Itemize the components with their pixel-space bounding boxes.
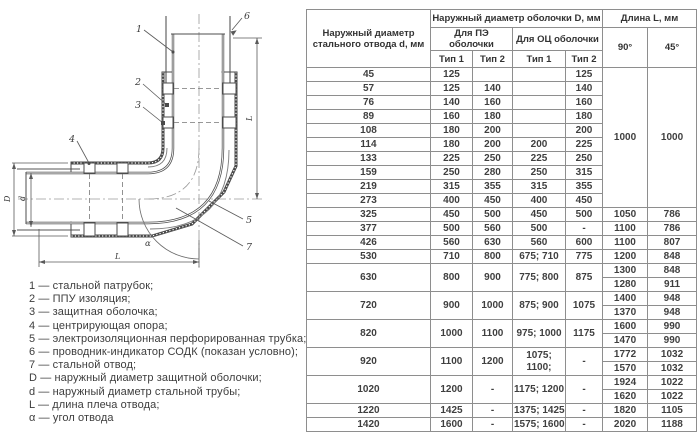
table-cell: 1105 [648, 404, 697, 418]
table-cell: 848 [648, 264, 697, 278]
table-cell: 1375; 1425 [514, 405, 565, 417]
leader-lines [77, 18, 243, 246]
table-cell: 2020 [603, 418, 648, 432]
table-cell: 450 [431, 208, 473, 222]
table-row [307, 418, 697, 432]
diagram-label-5: 5 [246, 215, 253, 226]
table-cell: 1000 [603, 68, 648, 208]
legend-item: 7 — стальной отвод; [29, 359, 137, 372]
table-cell: 1000 [648, 68, 697, 208]
table-cell: 1600 [603, 320, 648, 334]
table-cell: 450 [513, 208, 566, 222]
table-cell: 1570 [603, 362, 648, 376]
table-cell: 1022 [648, 376, 697, 390]
header-steel-diameter: Наружный диаметр стального отвода d, мм [307, 10, 431, 68]
table-cell: 500 [513, 222, 566, 236]
table-cell: 140 [473, 82, 513, 96]
table-cell: 1772 [603, 348, 648, 362]
table-cell: 1200 [431, 376, 473, 404]
dimensions-table-container [306, 9, 696, 431]
table-cell: 250 [473, 152, 513, 166]
diagram-label-alpha: α [145, 239, 151, 249]
table-cell: 315 [566, 166, 603, 180]
table-cell: 800 [473, 250, 513, 264]
table-cell: 250 [513, 166, 566, 180]
table-cell: - [566, 222, 603, 236]
table-cell: 325 [307, 208, 431, 222]
table-cell: 775; 800 [513, 264, 566, 292]
header-90deg: 90° [603, 28, 648, 68]
table-cell: 948 [648, 306, 697, 320]
table-cell: 200 [566, 124, 603, 138]
table-cell: - [566, 404, 603, 418]
table-row [307, 292, 697, 306]
table-row [307, 320, 697, 334]
table-cell: 1020 [307, 376, 431, 404]
table-cell: 848 [648, 250, 697, 264]
table-cell: 500 [566, 208, 603, 222]
table-cell: - [566, 348, 603, 376]
table-cell [513, 110, 566, 124]
protective-casing [71, 72, 238, 238]
table-cell: 114 [307, 138, 431, 152]
table-cell: 675; 710 [513, 250, 566, 264]
table-cell: 76 [307, 96, 431, 110]
table-cell: 125 [566, 68, 603, 82]
diagram-label-6: 6 [244, 11, 251, 22]
table-cell: 1100 [603, 236, 648, 250]
table-cell: 315 [431, 180, 473, 194]
table-cell: 426 [307, 236, 431, 250]
table-cell: 125 [431, 68, 473, 82]
header-casing-diameter: Наружный диаметр оболочки D, мм [431, 10, 603, 28]
table-cell: 800 [431, 264, 473, 292]
diagram-label-3: 3 [135, 100, 142, 111]
dimensions-table [306, 9, 697, 432]
table-cell: 948 [648, 292, 697, 306]
legend-item: d — наружный диаметр стальной трубы; [29, 385, 241, 398]
table-cell: - [473, 404, 513, 418]
table-cell: 225 [513, 152, 566, 166]
table-cell: 89 [307, 110, 431, 124]
table-cell: 630 [473, 236, 513, 250]
table-cell: 1100 [603, 222, 648, 236]
legend-item: 3 — защитная оболочка; [29, 306, 158, 319]
table-cell: 1175; 1200 [513, 376, 566, 404]
table-cell [513, 68, 566, 82]
table-cell: 560 [431, 236, 473, 250]
table-cell: 450 [473, 194, 513, 208]
table-cell: 400 [431, 194, 473, 208]
leader-markers [88, 51, 175, 166]
table-cell: 160 [566, 96, 603, 110]
table-cell: - [473, 418, 513, 432]
elbow-drawing [0, 0, 302, 288]
table-cell: 355 [566, 180, 603, 194]
table-cell: 1600 [431, 418, 473, 432]
legend-item: 1 — стальной патрубок; [29, 280, 154, 292]
table-cell: 180 [566, 110, 603, 124]
table-cell: 108 [307, 124, 431, 138]
table-cell: 1050 [603, 208, 648, 222]
table-cell: 900 [431, 292, 473, 320]
table-cell: 273 [307, 194, 431, 208]
table-cell: 630 [307, 264, 431, 292]
table-cell: 1300 [603, 264, 648, 278]
table-cell: 400 [513, 194, 566, 208]
header-pe-casing: Для ПЭ оболочки [431, 28, 513, 51]
table-cell [513, 96, 566, 110]
legend-item: α — угол отвода [29, 412, 114, 425]
table-cell: 450 [566, 194, 603, 208]
table-cell: 786 [648, 208, 697, 222]
table-cell: 500 [473, 208, 513, 222]
table-cell: 160 [431, 110, 473, 124]
table-cell: 200 [513, 138, 566, 152]
legend-item: 5 — электроизоляционная перфорированная трубка; [29, 332, 307, 345]
table-cell: 200 [473, 138, 513, 152]
table-cell: 1924 [603, 376, 648, 390]
header-length: Длина L, мм [603, 10, 697, 28]
table-cell [473, 68, 513, 82]
table-cell: 1032 [648, 362, 697, 376]
table-row [307, 264, 697, 278]
table-cell [513, 82, 566, 96]
table-cell: 1425 [431, 404, 473, 418]
table-cell: 377 [307, 222, 431, 236]
table-cell: 1032 [648, 348, 697, 362]
table-cell: 1280 [603, 278, 648, 292]
table-cell: 180 [431, 138, 473, 152]
dimension-L-right: L [245, 115, 254, 121]
table-cell: 125 [431, 82, 473, 96]
table-cell: 530 [307, 250, 431, 264]
table-row [307, 404, 697, 418]
table-cell: 45 [307, 68, 431, 82]
table-cell: 1000 [473, 292, 513, 320]
table-cell: 1370 [603, 306, 648, 320]
table-cell: 975; 1000 [513, 320, 566, 348]
legend-item: 6 — проводник-индикатор СОДК (показан условно); [29, 346, 299, 359]
table-cell: 315 [513, 180, 566, 194]
table-cell: 1000 [431, 320, 473, 348]
steel-pipe [26, 34, 225, 224]
table-cell: 875; 900 [513, 292, 566, 320]
table-cell: 920 [307, 348, 431, 376]
table-cell: 250 [566, 152, 603, 166]
table-cell: - [566, 418, 603, 432]
table-row [307, 376, 697, 390]
header-pe-type2: Тип 2 [473, 51, 513, 68]
diagram-label-2: 2 [135, 77, 142, 88]
table-cell: 140 [431, 96, 473, 110]
table-cell: 710 [431, 250, 473, 264]
table-cell: 159 [307, 166, 431, 180]
table-cell: 1075 [566, 292, 603, 320]
table-cell: 875 [566, 264, 603, 292]
table-cell: 990 [648, 320, 697, 334]
table-cell: 500 [431, 222, 473, 236]
legend [29, 280, 306, 425]
table-cell [513, 124, 566, 138]
table-cell: 807 [648, 236, 697, 250]
table-row [307, 348, 697, 362]
table-cell: 355 [473, 180, 513, 194]
table-cell: 180 [431, 124, 473, 138]
table-cell: 225 [431, 152, 473, 166]
table-cell: - [566, 376, 603, 404]
table-row [307, 68, 697, 82]
table-cell: 1200 [603, 250, 648, 264]
table-cell: 180 [473, 110, 513, 124]
table-cell: 900 [473, 264, 513, 292]
dimension-d: d [18, 195, 27, 201]
table-cell: 1175 [566, 320, 603, 348]
table-cell: 225 [566, 138, 603, 152]
angle-arc [139, 199, 199, 259]
table-cell: 560 [473, 222, 513, 236]
header-pe-type1: Тип 1 [431, 51, 473, 68]
table-cell: 1220 [307, 404, 431, 418]
table-cell: 200 [473, 124, 513, 138]
table-cell: 57 [307, 82, 431, 96]
diagram-label-7: 7 [246, 242, 253, 253]
table-cell: 133 [307, 152, 431, 166]
dimension-L-bottom: L [115, 252, 121, 261]
diagram-label-4: 4 [69, 134, 76, 145]
table-cell: 219 [307, 180, 431, 194]
header-45deg: 45° [648, 28, 697, 68]
table-cell: 600 [566, 236, 603, 250]
table-cell: 990 [648, 334, 697, 348]
table-row [307, 208, 697, 222]
diagram-label-1: 1 [136, 24, 143, 35]
table-cell: 250 [431, 166, 473, 180]
table-cell: 1022 [648, 390, 697, 404]
table-cell: 1470 [603, 334, 648, 348]
dimension-D: D [3, 195, 12, 202]
table-cell: 1575; 1600 [514, 419, 565, 431]
table-cell: 775 [566, 250, 603, 264]
table-cell: 1420 [307, 418, 431, 432]
legend-item: 4 — центрирующая опора; [29, 319, 168, 332]
support-hidden-lines [90, 89, 223, 223]
table-cell: 1400 [603, 292, 648, 306]
header-oc-type2: Тип 2 [566, 51, 603, 68]
table-cell: 720 [307, 292, 431, 320]
table-cell: 280 [473, 166, 513, 180]
table-cell: 140 [566, 82, 603, 96]
legend-item: L — длина плеча отвода; [29, 398, 160, 411]
legend-item: D — наружный диаметр защитной оболочки; [29, 372, 262, 385]
table-cell: 1200 [473, 348, 513, 376]
table-row [307, 250, 697, 264]
table-cell: 1100 [431, 348, 473, 376]
header-oc-casing: Для ОЦ оболочки [513, 28, 603, 51]
table-cell: 911 [648, 278, 697, 292]
table-cell: - [473, 376, 513, 404]
table-cell: 160 [473, 96, 513, 110]
table-row [307, 236, 697, 250]
table-cell: 1188 [648, 418, 697, 432]
table-cell: 786 [648, 222, 697, 236]
legend-item: 2 — ППУ изоляция; [29, 293, 131, 306]
table-cell: 1100 [473, 320, 513, 348]
header-oc-type1: Тип 1 [513, 51, 566, 68]
table-row [307, 222, 697, 236]
table-cell: 560 [513, 236, 566, 250]
table-cell: 1820 [603, 404, 648, 418]
table-cell: 820 [307, 320, 431, 348]
table-cell: 1075; 1100; [513, 348, 566, 376]
sodk-conductor-rods [17, 16, 230, 230]
table-cell: 1620 [603, 390, 648, 404]
